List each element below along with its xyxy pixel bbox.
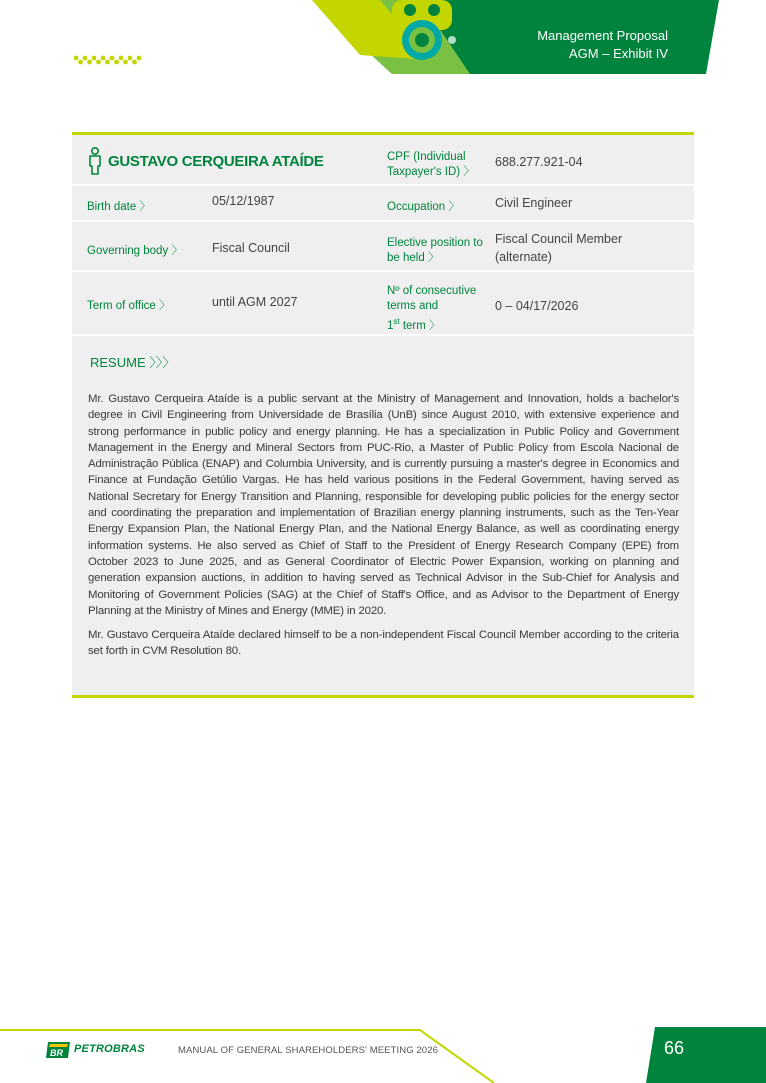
governing-body-value: Fiscal Council bbox=[212, 241, 290, 255]
name-row bbox=[72, 135, 694, 186]
governing-row bbox=[72, 222, 694, 272]
consecutive-terms-value: 0 – 04/17/2026 bbox=[495, 299, 579, 313]
candidate-card bbox=[72, 132, 694, 698]
occupation-value: Civil Engineer bbox=[495, 196, 573, 210]
elective-position-value bbox=[495, 230, 622, 266]
consecutive-terms-label bbox=[387, 284, 476, 334]
term-of-office-value: until AGM 2027 bbox=[212, 295, 298, 309]
governing-body-label: Governing body 〉 bbox=[87, 245, 183, 257]
term-word: term 〉 bbox=[399, 319, 441, 332]
ordinal-suffix: st bbox=[393, 317, 400, 326]
footer-manual-title: MANUAL OF GENERAL SHAREHOLDERS' MEETING 2026 bbox=[178, 1045, 438, 1056]
header-exhibit: AGM – Exhibit IV bbox=[569, 46, 668, 61]
cpf-label-line1: CPF (Individual bbox=[387, 151, 466, 163]
document-header bbox=[537, 27, 668, 63]
elective-position-label bbox=[387, 236, 483, 266]
consecutive-label-line3 bbox=[387, 314, 476, 334]
resume-paragraph-1: Mr. Gustavo Cerqueira Ataíde is a public servant at the Ministry of Management and Innovation, holds a bachelor's degree in Civil Engineering from Universidade de Brasília (UnB) since August 2010, with extensive experience and strong performance in public policy and energy planning. He has a specialization in Public Policy and Government Management in the Energy and Mineral Sectors from PUC-Rio, a Master of Public Policy from Escola Nacional de Administração Pública (ENAP) and Columbia University, and is currently pursuing a master's degree in Economics and Finance at Fundação Getúlio Vargas. He has held various positions in the Federal Government, having served as National Secretary for Energy Transition and Planning, responsible for developing public policies for the energy sector and coordinating the preparation and implementation of Brazilian energy planning instruments, such as the Ten-Year Energy Expansion Plan, the National Energy Plan, and the National Energy Balance, as well as coordinating energy information systems. He also served as Chief of Staff to the President of Energy Research Company (EPE) from October 2023 to June 2025, and as General Coordinator of Electric Power Expansion, working on planning and generation expansion auctions, in addition to having served as Technical Advisor in the Sub-Chief for Analysis and Monitoring of Government Policies (SAG) at the Chief of Staff's Office, and as Advisor to the Department of Energy Planning at the Ministry of Mines and Energy (MME) in 2020. bbox=[88, 393, 679, 617]
elective-value-line2: (alternate) bbox=[495, 250, 552, 264]
cpf-label-line2: Taxpayer's ID) 〉 bbox=[387, 166, 475, 178]
ordinal-number: 1 bbox=[387, 319, 394, 332]
consecutive-label-line1: Nº of consecutive bbox=[387, 285, 477, 297]
brand-name: PETROBRAS bbox=[74, 1043, 145, 1055]
birth-date-value: 05/12/1987 bbox=[212, 194, 275, 208]
decorative-dots bbox=[73, 55, 143, 65]
resume-heading: RESUME 〉〉〉 bbox=[90, 355, 176, 370]
cpf-label bbox=[387, 150, 475, 180]
person-icon bbox=[87, 147, 103, 175]
person-name: GUSTAVO CERQUEIRA ATAÍDE bbox=[108, 153, 324, 170]
elective-label-line1: Elective position to bbox=[387, 237, 483, 249]
elective-value-line1: Fiscal Council Member bbox=[495, 232, 623, 246]
cpf-value: 688.277.921-04 bbox=[495, 155, 583, 169]
elective-label-line2: be held 〉 bbox=[387, 252, 440, 264]
term-of-office-label: Term of office 〉 bbox=[87, 300, 171, 312]
header-proposal-title: Management Proposal bbox=[537, 28, 668, 43]
birth-row bbox=[72, 186, 694, 222]
svg-text:BR: BR bbox=[50, 1048, 63, 1058]
occupation-label: Occupation 〉 bbox=[387, 201, 460, 213]
page-number: 66 bbox=[664, 1038, 685, 1058]
term-row bbox=[72, 272, 694, 336]
resume-paragraph-2: Mr. Gustavo Cerqueira Ataíde declared himself to be a non-independent Fiscal Council Member according to the criteria set forth in CVM Resolution 80. bbox=[88, 629, 679, 658]
birth-date-label: Birth date 〉 bbox=[87, 201, 151, 213]
resume-body bbox=[88, 391, 679, 668]
petrobras-logo-icon bbox=[46, 1042, 70, 1058]
consecutive-label-line2: terms and bbox=[387, 300, 439, 312]
